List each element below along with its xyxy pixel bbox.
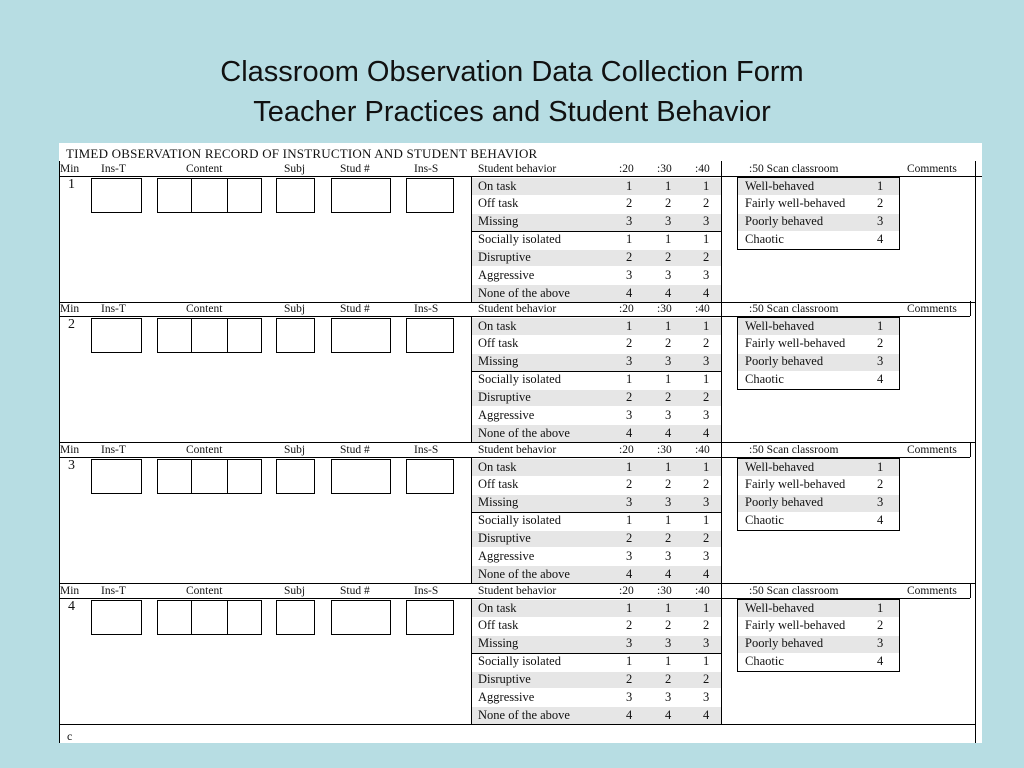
behavior-label: Missing (478, 636, 519, 651)
behavior-code[interactable]: 1 (626, 600, 633, 615)
scan-option-code[interactable]: 4 (877, 232, 884, 247)
header-t20: :20 (619, 303, 634, 315)
header-comments: Comments (907, 163, 957, 175)
behavior-code[interactable]: 3 (703, 549, 710, 563)
behavior-code[interactable]: 4 (703, 707, 710, 722)
header-scan: :50 Scan classroom (749, 163, 839, 175)
behavior-code[interactable]: 2 (665, 477, 672, 492)
minute-number: 3 (68, 458, 75, 473)
header-comments: Comments (907, 303, 957, 315)
behavior-label: Aggressive (478, 549, 535, 563)
behavior-row (471, 353, 721, 371)
header-t30: :30 (657, 585, 672, 597)
header-t40: :40 (695, 444, 710, 456)
behavior-label: Socially isolated (478, 372, 561, 387)
header-ins-t: Ins-T (101, 444, 126, 456)
behavior-code[interactable]: 2 (626, 250, 633, 265)
behavior-code[interactable]: 4 (703, 566, 710, 581)
header-ins-t: Ins-T (101, 163, 126, 175)
behavior-code[interactable]: 4 (626, 425, 633, 440)
header-student-behavior: Student behavior (478, 303, 557, 315)
behavior-code[interactable]: 3 (626, 214, 633, 229)
scan-option-label: Chaotic (745, 372, 784, 387)
scan-option-code[interactable]: 3 (877, 495, 884, 510)
header-subj: Subj (284, 163, 306, 175)
behavior-code[interactable]: 3 (626, 636, 633, 651)
header-stud: Stud # (340, 163, 370, 175)
subj-box[interactable] (276, 318, 315, 353)
header-t40: :40 (695, 585, 710, 597)
behavior-code[interactable]: 1 (626, 232, 633, 247)
behavior-code[interactable]: 1 (703, 654, 710, 669)
header-t40: :40 (695, 303, 710, 315)
header-subj: Subj (284, 444, 306, 456)
scan-option-label: Fairly well-behaved (745, 196, 846, 211)
behavior-code[interactable]: 1 (703, 459, 710, 474)
behavior-label: On task (478, 178, 517, 193)
behavior-code[interactable]: 1 (665, 600, 672, 615)
header-student-behavior: Student behavior (478, 585, 557, 597)
stud-number-box[interactable] (331, 318, 391, 353)
scan-option-code[interactable]: 2 (877, 477, 884, 492)
behavior-row (471, 671, 721, 689)
behavior-label: On task (478, 600, 517, 615)
scan-option-code[interactable]: 2 (877, 618, 884, 633)
content-box-2[interactable] (191, 600, 228, 635)
header-min: Min (60, 444, 80, 456)
behavior-code[interactable]: 4 (665, 707, 672, 722)
header-ins-s: Ins-S (414, 444, 439, 456)
scan-option-label: Well-behaved (745, 318, 815, 333)
scan-option-label: Fairly well-behaved (745, 336, 846, 351)
behavior-code[interactable]: 3 (703, 690, 710, 704)
behavior-code[interactable]: 1 (665, 513, 672, 528)
behavior-code[interactable]: 2 (626, 618, 633, 633)
header-subj: Subj (284, 585, 306, 597)
behavior-row (471, 689, 721, 707)
behavior-label: Off task (478, 477, 519, 492)
content-box-3[interactable] (227, 600, 262, 635)
behavior-code[interactable]: 1 (665, 372, 672, 387)
behavior-row (471, 706, 721, 724)
content-box-1[interactable] (157, 178, 192, 213)
behavior-code[interactable]: 3 (703, 408, 710, 422)
behavior-label: Disruptive (478, 250, 531, 265)
behavior-row (471, 424, 721, 442)
header-content: Content (186, 163, 223, 175)
content-box-1[interactable] (157, 459, 192, 494)
header-t20: :20 (619, 444, 634, 456)
behavior-label: Disruptive (478, 390, 531, 405)
behavior-code[interactable]: 1 (626, 459, 633, 474)
scan-option-code[interactable]: 1 (877, 600, 884, 615)
behavior-label: On task (478, 318, 517, 333)
header-t20: :20 (619, 163, 634, 175)
behavior-row (471, 635, 721, 653)
behavior-code[interactable]: 1 (665, 318, 672, 333)
content-box-2[interactable] (191, 459, 228, 494)
behavior-code[interactable]: 1 (626, 513, 633, 528)
slide-title-line-1: Classroom Observation Data Collection Form (220, 56, 804, 88)
behavior-label: Disruptive (478, 531, 531, 546)
behavior-code[interactable]: 3 (703, 495, 710, 510)
behavior-code[interactable]: 3 (626, 549, 633, 563)
header-scan: :50 Scan classroom (749, 444, 839, 456)
stud-number-box[interactable] (331, 178, 391, 213)
header-min: Min (60, 585, 80, 597)
behavior-label: Missing (478, 354, 519, 369)
scan-option-code[interactable]: 3 (877, 354, 884, 369)
behavior-label: None of the above (478, 707, 570, 722)
content-box-1[interactable] (157, 600, 192, 635)
scan-option-code[interactable]: 4 (877, 654, 884, 669)
behavior-row (471, 249, 721, 267)
behavior-code[interactable]: 4 (665, 566, 672, 581)
header-ins-t: Ins-T (101, 585, 126, 597)
behavior-label: Aggressive (478, 408, 535, 422)
scan-option-code[interactable]: 1 (877, 318, 884, 333)
ins-t-box[interactable] (91, 600, 142, 635)
content-box-3[interactable] (227, 178, 262, 213)
behavior-code[interactable]: 3 (665, 354, 672, 369)
behavior-code[interactable]: 1 (703, 318, 710, 333)
scan-classroom-box (737, 599, 900, 672)
header-t20: :20 (619, 585, 634, 597)
observation-form (59, 143, 982, 743)
behavior-row (471, 213, 721, 231)
header-t30: :30 (657, 444, 672, 456)
behavior-code[interactable]: 1 (703, 178, 710, 193)
behavior-label: Off task (478, 336, 519, 351)
behavior-row (471, 458, 721, 476)
behavior-row (471, 494, 721, 512)
behavior-row (471, 565, 721, 583)
behavior-code[interactable]: 4 (626, 285, 633, 300)
behavior-row (471, 530, 721, 548)
behavior-code[interactable]: 1 (703, 513, 710, 528)
behavior-row (471, 195, 721, 213)
scan-classroom-box (737, 458, 900, 531)
behavior-code[interactable]: 2 (626, 531, 633, 546)
behavior-code[interactable]: 3 (626, 354, 633, 369)
header-content: Content (186, 585, 223, 597)
behavior-code[interactable]: 2 (703, 618, 710, 633)
behavior-code[interactable]: 4 (665, 285, 672, 300)
content-box-2[interactable] (191, 178, 228, 213)
behavior-label: Socially isolated (478, 513, 561, 528)
scan-option-code[interactable]: 3 (877, 636, 884, 651)
scan-option-label: Chaotic (745, 654, 784, 669)
behavior-code[interactable]: 4 (703, 425, 710, 440)
behavior-code[interactable]: 1 (626, 178, 633, 193)
behavior-code[interactable]: 1 (665, 654, 672, 669)
header-scan: :50 Scan classroom (749, 303, 839, 315)
behavior-code[interactable]: 3 (626, 268, 633, 282)
scan-option-label: Chaotic (745, 513, 784, 528)
header-comments: Comments (907, 444, 957, 456)
behavior-row (471, 335, 721, 353)
header-ins-s: Ins-S (414, 585, 439, 597)
behavior-code[interactable]: 2 (703, 672, 710, 687)
scan-option-label: Poorly behaved (745, 354, 824, 369)
behavior-code[interactable]: 2 (626, 477, 633, 492)
behavior-code[interactable]: 3 (665, 495, 672, 510)
behavior-code[interactable]: 2 (703, 336, 710, 351)
behavior-code[interactable]: 2 (626, 672, 633, 687)
header-min: Min (60, 303, 80, 315)
behavior-row (471, 617, 721, 635)
content-box-3[interactable] (227, 318, 262, 353)
scan-option-label: Fairly well-behaved (745, 477, 846, 492)
behavior-label: None of the above (478, 285, 570, 300)
behavior-code[interactable]: 2 (703, 390, 710, 405)
behavior-code[interactable]: 2 (665, 672, 672, 687)
behavior-code[interactable]: 3 (703, 636, 710, 651)
behavior-row (471, 653, 721, 671)
header-content: Content (186, 303, 223, 315)
behavior-row (471, 267, 721, 285)
observation-block-minute-4 (59, 583, 982, 725)
behavior-row (471, 476, 721, 494)
observation-block-minute-2 (59, 301, 982, 443)
header-student-behavior: Student behavior (478, 444, 557, 456)
behavior-row (471, 317, 721, 335)
scan-option-code[interactable]: 2 (877, 196, 884, 211)
behavior-code[interactable]: 3 (665, 549, 672, 563)
behavior-label: None of the above (478, 425, 570, 440)
scan-classroom-box (737, 317, 900, 390)
behavior-row (471, 512, 721, 530)
behavior-code[interactable]: 3 (626, 408, 633, 422)
header-scan: :50 Scan classroom (749, 585, 839, 597)
behavior-code[interactable]: 1 (703, 600, 710, 615)
subj-box[interactable] (276, 600, 315, 635)
header-t40: :40 (695, 163, 710, 175)
observation-block-minute-3 (59, 442, 982, 584)
behavior-code[interactable]: 2 (665, 390, 672, 405)
behavior-label: On task (478, 459, 517, 474)
header-t30: :30 (657, 303, 672, 315)
minute-number: 4 (68, 599, 75, 614)
ins-s-box[interactable] (406, 318, 454, 353)
content-box-3[interactable] (227, 459, 262, 494)
behavior-label: Socially isolated (478, 232, 561, 247)
header-subj: Subj (284, 303, 306, 315)
header-comments: Comments (907, 585, 957, 597)
behavior-label: Off task (478, 618, 519, 633)
content-box-2[interactable] (191, 318, 228, 353)
behavior-code[interactable]: 2 (665, 618, 672, 633)
header-stud: Stud # (340, 303, 370, 315)
behavior-code[interactable]: 1 (703, 232, 710, 247)
ins-t-box[interactable] (91, 459, 142, 494)
header-ins-s: Ins-S (414, 163, 439, 175)
behavior-code[interactable]: 2 (665, 336, 672, 351)
behavior-label: Off task (478, 196, 519, 211)
scan-option-code[interactable]: 3 (877, 214, 884, 229)
behavior-code[interactable]: 2 (626, 336, 633, 351)
scan-option-label: Fairly well-behaved (745, 618, 846, 633)
behavior-code[interactable]: 1 (665, 178, 672, 193)
subj-box[interactable] (276, 178, 315, 213)
behavior-code[interactable]: 3 (703, 214, 710, 229)
header-stud: Stud # (340, 444, 370, 456)
footer-mark: c (67, 729, 73, 743)
subj-box[interactable] (276, 459, 315, 494)
stud-number-box[interactable] (331, 459, 391, 494)
header-ins-t: Ins-T (101, 303, 126, 315)
behavior-code[interactable]: 4 (626, 566, 633, 581)
behavior-code[interactable]: 2 (703, 196, 710, 211)
behavior-code[interactable]: 3 (703, 354, 710, 369)
behavior-code[interactable]: 2 (626, 390, 633, 405)
behavior-code[interactable]: 3 (665, 636, 672, 651)
header-student-behavior: Student behavior (478, 163, 557, 175)
behavior-code[interactable]: 2 (665, 250, 672, 265)
behavior-code[interactable]: 2 (665, 196, 672, 211)
behavior-label: None of the above (478, 566, 570, 581)
behavior-code[interactable]: 2 (703, 477, 710, 492)
minute-number: 1 (68, 177, 75, 192)
scan-option-label: Poorly behaved (745, 636, 824, 651)
behavior-code[interactable]: 3 (626, 495, 633, 510)
behavior-row (471, 371, 721, 389)
behavior-code[interactable]: 1 (665, 459, 672, 474)
behavior-row (471, 231, 721, 249)
behavior-row (471, 177, 721, 195)
behavior-row (471, 389, 721, 407)
stud-number-box[interactable] (331, 600, 391, 635)
behavior-code[interactable]: 4 (703, 285, 710, 300)
scan-option-code[interactable]: 2 (877, 336, 884, 351)
scan-option-label: Poorly behaved (745, 214, 824, 229)
header-stud: Stud # (340, 585, 370, 597)
behavior-code[interactable]: 1 (626, 318, 633, 333)
behavior-code[interactable]: 1 (626, 654, 633, 669)
behavior-code[interactable]: 3 (703, 268, 710, 282)
behavior-code[interactable]: 2 (703, 250, 710, 265)
behavior-code[interactable]: 3 (665, 268, 672, 282)
header-t30: :30 (657, 163, 672, 175)
behavior-row (471, 599, 721, 617)
header-content: Content (186, 444, 223, 456)
behavior-code[interactable]: 4 (665, 425, 672, 440)
behavior-code[interactable]: 2 (665, 531, 672, 546)
behavior-label: Aggressive (478, 268, 535, 282)
form-heading: TIMED OBSERVATION RECORD OF INSTRUCTION AND STUDENT BEHAVIOR (66, 146, 538, 161)
behavior-code[interactable]: 1 (703, 372, 710, 387)
scan-option-label: Chaotic (745, 232, 784, 247)
behavior-code[interactable]: 1 (665, 232, 672, 247)
scan-option-label: Well-behaved (745, 600, 815, 615)
ins-t-box[interactable] (91, 178, 142, 213)
header-min: Min (60, 163, 80, 175)
scan-classroom-box (737, 177, 900, 250)
behavior-code[interactable]: 1 (626, 372, 633, 387)
slide-title-line-2: Teacher Practices and Student Behavior (253, 96, 771, 128)
behavior-code[interactable]: 2 (626, 196, 633, 211)
minute-number: 2 (68, 317, 75, 332)
behavior-label: Aggressive (478, 690, 535, 704)
behavior-row (471, 407, 721, 425)
behavior-code[interactable]: 3 (665, 214, 672, 229)
behavior-code[interactable]: 2 (703, 531, 710, 546)
header-ins-s: Ins-S (414, 303, 439, 315)
observation-block-minute-1 (59, 161, 982, 303)
ins-t-box[interactable] (91, 318, 142, 353)
behavior-code[interactable]: 3 (665, 408, 672, 422)
behavior-code[interactable]: 4 (626, 707, 633, 722)
scan-option-code[interactable]: 4 (877, 513, 884, 528)
ins-s-box[interactable] (406, 459, 454, 494)
content-box-1[interactable] (157, 318, 192, 353)
behavior-row (471, 548, 721, 566)
behavior-code[interactable]: 3 (665, 690, 672, 704)
ins-s-box[interactable] (406, 178, 454, 213)
behavior-label: Disruptive (478, 672, 531, 687)
behavior-label: Socially isolated (478, 654, 561, 669)
scan-option-label: Well-behaved (745, 178, 815, 193)
scan-option-code[interactable]: 4 (877, 372, 884, 387)
scan-option-label: Poorly behaved (745, 495, 824, 510)
behavior-label: Missing (478, 495, 519, 510)
behavior-code[interactable]: 3 (626, 690, 633, 704)
scan-option-code[interactable]: 1 (877, 178, 884, 193)
behavior-row (471, 284, 721, 302)
ins-s-box[interactable] (406, 600, 454, 635)
scan-option-label: Well-behaved (745, 459, 815, 474)
behavior-label: Missing (478, 214, 519, 229)
scan-option-code[interactable]: 1 (877, 459, 884, 474)
